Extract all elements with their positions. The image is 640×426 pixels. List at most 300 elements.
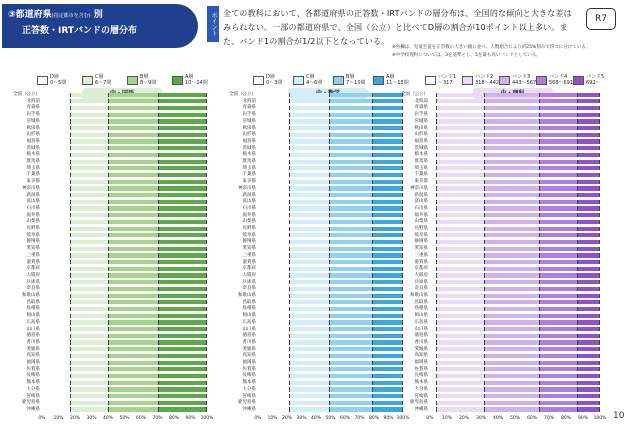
row-label: 島根県 (242, 306, 256, 312)
chart-row (12, 280, 212, 285)
bar-segment (290, 347, 330, 351)
stacked-bar (42, 166, 207, 170)
row-label: 徳島県 (26, 333, 40, 339)
row-label: 石川県 (242, 205, 256, 211)
bar-segment (258, 93, 290, 97)
legend-item (172, 74, 208, 86)
bar-segment (540, 220, 578, 224)
legend-swatch (172, 76, 183, 85)
bar-segment (290, 139, 330, 143)
row-label: 佐賀県 (414, 366, 428, 372)
bar-segment (159, 334, 207, 338)
bar-segment (485, 381, 540, 385)
bar-segment (578, 354, 600, 358)
row-label: 沖縄県 (414, 406, 428, 412)
stacked-bar (430, 247, 600, 251)
bar-segment (540, 133, 578, 137)
bar-segment (373, 273, 403, 277)
bar-segment (540, 186, 578, 190)
bar-segment (373, 280, 403, 284)
legend-item (333, 74, 366, 86)
row-label: 石川県 (414, 205, 428, 211)
chart-row (228, 139, 408, 144)
bar-segment (373, 247, 403, 251)
stacked-bar (42, 361, 207, 365)
bar-segment (71, 307, 110, 311)
chart-row (400, 327, 605, 332)
row-label: 大分県 (26, 386, 40, 392)
bar-segment (437, 401, 484, 405)
row-label: 静岡県 (242, 239, 256, 245)
axis-tick: 0% (254, 415, 262, 421)
bar-segment (578, 133, 600, 137)
bar-segment (430, 139, 437, 143)
bar-segment (290, 200, 330, 204)
chart-row (228, 300, 408, 305)
bar-segment (42, 133, 71, 137)
bar-segment (330, 200, 374, 204)
bar-segment (373, 166, 403, 170)
bar-segment (578, 200, 600, 204)
bar-segment (373, 340, 403, 344)
stacked-bar (258, 113, 403, 117)
bar-segment (258, 220, 290, 224)
row-label: 全国（公立） (401, 92, 428, 97)
bar-segment (578, 320, 600, 324)
bar-segment (430, 314, 437, 318)
stacked-bar (430, 93, 600, 97)
row-label: 香川県 (414, 339, 428, 345)
chart-row (12, 293, 212, 298)
stacked-bar (430, 361, 600, 365)
bar-segment (485, 180, 540, 184)
bar-segment (540, 247, 578, 251)
legend-item (37, 74, 66, 86)
stacked-bar (430, 394, 600, 398)
bar-segment (42, 213, 71, 217)
row-label: 茨城県 (414, 145, 428, 151)
bar-segment (159, 173, 207, 177)
bar-segment (485, 227, 540, 231)
bar-segment (258, 119, 290, 123)
row-label: 宮城県 (242, 118, 256, 124)
row-label: 山梨県 (414, 219, 428, 225)
bar-segment (159, 367, 207, 371)
bar-segment (540, 267, 578, 271)
legend-name: C層 (306, 74, 315, 80)
bar-segment (430, 247, 437, 251)
bar-segment (109, 173, 159, 177)
bar-segment (330, 347, 374, 351)
bar-segment (159, 106, 207, 110)
bar-segment (258, 387, 290, 391)
stacked-bar (258, 307, 403, 311)
bar-segment (540, 273, 578, 277)
row-label: 岩手県 (26, 112, 40, 118)
stacked-bar (430, 220, 600, 224)
chart-row (12, 286, 212, 291)
bar-segment (485, 260, 540, 264)
bar-segment (373, 240, 403, 244)
legend-name: A層 (185, 74, 194, 80)
bar-segment (373, 146, 403, 150)
bar-segment (42, 146, 71, 150)
bar-segment (109, 166, 159, 170)
stacked-bar (258, 173, 403, 177)
bar-segment (290, 287, 330, 291)
bar-segment (485, 267, 540, 271)
bar-segment (430, 407, 437, 411)
chart-row (400, 306, 605, 311)
bar-segment (258, 374, 290, 378)
stacked-bar (42, 367, 207, 371)
bar-segment (430, 394, 437, 398)
bar-segment (578, 113, 600, 117)
bar-segment (290, 206, 330, 210)
bar-segment (42, 247, 71, 251)
bar-segment (42, 394, 71, 398)
bar-segment (330, 253, 374, 257)
axis-tick: 20% (281, 415, 293, 421)
stacked-bar (430, 354, 600, 358)
bar-segment (430, 334, 437, 338)
bar-segment (71, 327, 110, 331)
bar-segment (71, 267, 110, 271)
bar-segment (437, 106, 484, 110)
row-label: 大阪府 (242, 272, 256, 278)
bar-segment (578, 347, 600, 351)
stacked-bar (42, 334, 207, 338)
row-label: 福井県 (414, 212, 428, 218)
notes (392, 44, 590, 60)
stacked-bar (258, 300, 403, 304)
bar-segment (373, 374, 403, 378)
stacked-bar (258, 381, 403, 385)
chart-row (228, 293, 408, 298)
chart-row (12, 233, 212, 238)
bar-segment (109, 193, 159, 197)
bar-segment (485, 133, 540, 137)
bar-segment (109, 99, 159, 103)
chart-row (228, 306, 408, 311)
bar-segment (540, 227, 578, 231)
chart-row (12, 179, 212, 184)
axis-tick: 100% (200, 415, 214, 421)
legend-range: 6～7問 (95, 80, 112, 86)
legend-swatch (373, 76, 384, 85)
bar-segment (290, 314, 330, 318)
legend-item (573, 74, 604, 86)
bar-segment (258, 247, 290, 251)
axis-tick: 70% (354, 415, 365, 421)
stacked-bar (258, 160, 403, 164)
axis-tick: 100% (593, 415, 607, 421)
axis-tick: 80% (368, 415, 380, 421)
stacked-bar (42, 273, 207, 277)
bar-segment (430, 160, 437, 164)
chart-row (12, 400, 212, 405)
bar-segment (109, 367, 159, 371)
legend-item (462, 74, 499, 86)
stacked-bar (258, 99, 403, 103)
legend-name: D層 (50, 74, 59, 80)
axis-tick: 70% (152, 415, 163, 421)
bar-segment (290, 213, 330, 217)
bar-segment (159, 280, 207, 284)
bar-segment (109, 153, 159, 157)
bar-segment (71, 227, 110, 231)
chart-row (12, 246, 212, 251)
chart-row (400, 367, 605, 372)
chart-row (228, 407, 408, 412)
chart-row (12, 387, 212, 392)
chart-row (400, 119, 605, 124)
bar-segment (258, 173, 290, 177)
chart-legend (400, 60, 605, 90)
chart-row (400, 193, 605, 198)
bar-segment (373, 99, 403, 103)
row-label: 岩手県 (414, 112, 428, 118)
bar-segment (290, 133, 330, 137)
bar-segment (109, 334, 159, 338)
bar-segment (373, 93, 403, 97)
bar-segment (437, 361, 484, 365)
row-label: 奈良県 (414, 286, 428, 292)
bar-segment (485, 294, 540, 298)
bar-segment (437, 93, 484, 97)
bar-segment (109, 133, 159, 137)
row-label: 熊本県 (414, 380, 428, 386)
bar-segment (430, 153, 437, 157)
bar-segment (42, 361, 71, 365)
row-label: 岡山県 (26, 313, 40, 319)
row-label: 東京都 (414, 179, 428, 185)
chart-row (228, 327, 408, 332)
row-label: 栃木県 (414, 152, 428, 158)
bar-segment (373, 173, 403, 177)
stacked-bar (42, 381, 207, 385)
stacked-bar (430, 340, 600, 344)
bar-segment (437, 193, 484, 197)
bar-segment (330, 160, 374, 164)
bar-segment (71, 394, 110, 398)
bar-segment (159, 113, 207, 117)
chart-row (400, 92, 605, 97)
chart-row (400, 407, 605, 412)
row-label: 山形県 (242, 132, 256, 138)
stacked-bar (42, 247, 207, 251)
bar-segment (71, 99, 110, 103)
bar-segment (540, 180, 578, 184)
bar-segment (290, 267, 330, 271)
bar-segment (330, 361, 374, 365)
bar-segment (330, 146, 374, 150)
bar-segment (42, 287, 71, 291)
bar-segment (71, 340, 110, 344)
bar-segment (71, 300, 110, 304)
chart-row (400, 179, 605, 184)
bar-segment (330, 320, 374, 324)
bar-segment (430, 320, 437, 324)
row-label: 岡山県 (414, 313, 428, 319)
bar-segment (540, 233, 578, 237)
bar-segment (430, 361, 437, 365)
legend-name: A層 (386, 74, 395, 80)
bar-segment (540, 381, 578, 385)
legend-name: B層 (140, 74, 149, 80)
bar-segment (159, 180, 207, 184)
bar-segment (71, 119, 110, 123)
bar-segment (330, 220, 374, 224)
bar-segment (330, 133, 374, 137)
bar-segment (330, 294, 374, 298)
bar-segment (71, 287, 110, 291)
stacked-bar (430, 327, 600, 331)
bar-segment (437, 206, 484, 210)
bar-segment (373, 314, 403, 318)
row-label: 秋田県 (414, 125, 428, 131)
bar-segment (485, 93, 540, 97)
stacked-bar (258, 206, 403, 210)
stacked-bar (430, 139, 600, 143)
chart-row (400, 400, 605, 405)
row-label: 栃木県 (242, 152, 256, 158)
bar-segment (42, 307, 71, 311)
bar-segment (373, 407, 403, 411)
bar-segment (540, 160, 578, 164)
stacked-bar (42, 93, 207, 97)
bar-segment (578, 173, 600, 177)
stacked-bar (258, 267, 403, 271)
bar-segment (485, 280, 540, 284)
bar-segment (290, 361, 330, 365)
bar-segment (159, 139, 207, 143)
row-label: 鹿児島県 (238, 400, 256, 406)
bar-segment (485, 193, 540, 197)
legend-range: 4～6問 (306, 80, 323, 86)
row-label: 山口県 (26, 326, 40, 332)
bar-segment (578, 394, 600, 398)
bar-segment (578, 327, 600, 331)
chart-row (12, 273, 212, 278)
bar-segment (71, 220, 110, 224)
bar-segment (290, 119, 330, 123)
bar-segment (290, 300, 330, 304)
bar-segment (540, 314, 578, 318)
row-label: 千葉県 (414, 172, 428, 178)
bar-segment (258, 146, 290, 150)
bar-segment (437, 387, 484, 391)
legend-name: バンド2 (475, 74, 494, 80)
axis-tick: 10% (441, 415, 453, 421)
bar-segment (159, 166, 207, 170)
row-label: 京都府 (242, 266, 256, 272)
bar-segment (42, 273, 71, 277)
chart-row (12, 193, 212, 198)
row-label: 三重県 (26, 252, 40, 258)
bar-segment (578, 280, 600, 284)
axis-tick: 60% (339, 415, 351, 421)
stacked-bar (258, 139, 403, 143)
bar-segment (159, 307, 207, 311)
chart-row (228, 126, 408, 131)
bar-segment (258, 401, 290, 405)
bar-segment (159, 160, 207, 164)
row-label: 広島県 (242, 319, 256, 325)
bar-segment (258, 227, 290, 231)
bar-segment (42, 93, 71, 97)
bar-segment (109, 340, 159, 344)
bar-segment (109, 287, 159, 291)
bar-segment (430, 273, 437, 277)
bar-segment (373, 160, 403, 164)
stacked-bar (42, 113, 207, 117)
bar-segment (437, 247, 484, 251)
bar-segment (42, 240, 71, 244)
stacked-bar (430, 180, 600, 184)
chart-row (228, 400, 408, 405)
bar-segment (71, 367, 110, 371)
chart-row (12, 327, 212, 332)
bar-segment (42, 320, 71, 324)
bar-segment (42, 340, 71, 344)
stacked-bar (258, 240, 403, 244)
stacked-bar (430, 280, 600, 284)
stacked-bar (258, 347, 403, 351)
bar-segment (258, 213, 290, 217)
bar-segment (159, 340, 207, 344)
bar-segment (42, 381, 71, 385)
chart-row (400, 347, 605, 352)
bar-segment (373, 260, 403, 264)
bar-segment (109, 160, 159, 164)
row-label: 愛知県 (26, 246, 40, 252)
bar-segment (373, 320, 403, 324)
bar-segment (485, 300, 540, 304)
bar-segment (578, 361, 600, 365)
axis-tick: 40% (492, 415, 504, 421)
bar-segment (42, 314, 71, 318)
bar-segment (290, 394, 330, 398)
chart-row (12, 132, 212, 137)
row-label: 富山県 (26, 199, 40, 205)
row-label: 秋田県 (242, 125, 256, 131)
stacked-bar (42, 347, 207, 351)
legend-range: 0～3問 (266, 80, 283, 86)
bar-segment (159, 387, 207, 391)
bar-segment (578, 294, 600, 298)
bar-segment (330, 374, 374, 378)
stacked-bar (430, 401, 600, 405)
bar-segment (71, 126, 110, 130)
bar-segment (71, 193, 110, 197)
row-label: 沖縄県 (242, 406, 256, 412)
stacked-bar (430, 126, 600, 130)
chart-row (228, 233, 408, 238)
bar-segment (430, 106, 437, 110)
legend-range: ～317 (438, 80, 453, 86)
bar-segment (430, 294, 437, 298)
chart-row (12, 367, 212, 372)
bar-segment (71, 233, 110, 237)
bar-segment (42, 253, 71, 257)
bar-segment (485, 200, 540, 204)
bar-segment (258, 233, 290, 237)
row-label: 長崎県 (414, 373, 428, 379)
bar-segment (258, 320, 290, 324)
row-label: 愛媛県 (26, 346, 40, 352)
bar-segment (437, 180, 484, 184)
